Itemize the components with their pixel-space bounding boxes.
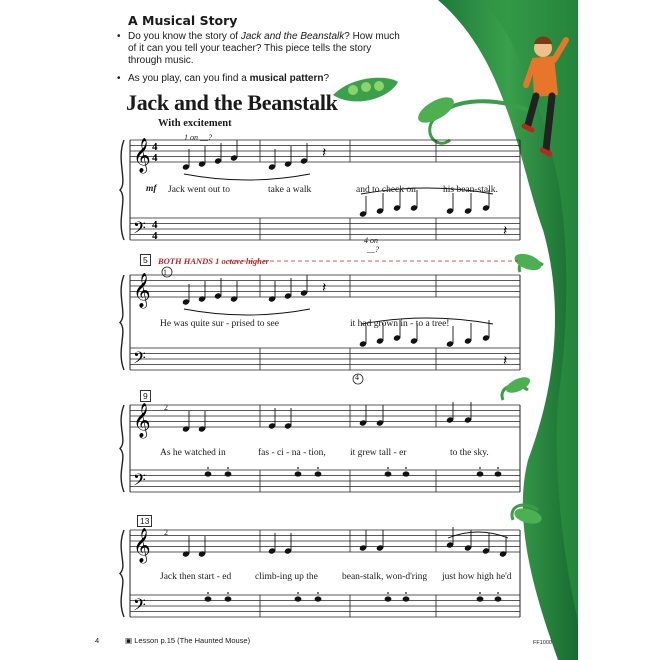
lyric: Jack went out to: [168, 185, 231, 195]
lesson-reference-text: Lesson p.15 (The Haunted Mouse): [134, 636, 251, 645]
lyric: and to check on: [356, 185, 416, 195]
treble-clef: 𝄞: [133, 529, 151, 562]
bullet-text: As you play, can you find a: [128, 72, 250, 84]
note: [205, 471, 212, 476]
measure-number: 9: [140, 390, 151, 402]
quarter-rest: 𝄽: [322, 146, 327, 161]
note: [315, 596, 322, 601]
fingering-label: 1: [163, 268, 167, 277]
note: [295, 471, 302, 476]
quarter-rest: 𝄽: [503, 354, 508, 369]
fingering-label: 2: [164, 528, 168, 537]
treble-clef: 𝄞: [133, 139, 151, 172]
bullet-text: ? How much of it can you tell your teacher? This piece tells the story through music.: [128, 31, 400, 67]
lyric: it had grown in - to a tree!: [350, 319, 450, 329]
catalog-code: FF1000: [533, 640, 552, 646]
note: [403, 471, 410, 476]
note: [477, 596, 484, 601]
staccato-dot: [317, 592, 319, 594]
staccato-dot: [297, 592, 299, 594]
note: [477, 471, 484, 476]
lyric: Jack then start - ed: [160, 572, 232, 582]
staccato-dot: [405, 467, 407, 469]
bass-clef: 𝄢: [133, 219, 146, 242]
treble-clef: 𝄞: [133, 274, 151, 307]
brace: [120, 405, 124, 492]
slur: [184, 309, 310, 315]
lyric: bean-stalk, won-d'ring: [342, 572, 428, 582]
staccato-dot: [479, 592, 481, 594]
book-icon: ▣: [125, 636, 133, 645]
fingering-label: 2: [164, 403, 168, 412]
page-number: 4: [95, 636, 100, 645]
bullet-text-italic: Jack and the Beanstalk: [240, 31, 345, 42]
note: [495, 596, 502, 601]
lesson-reference: [125, 636, 250, 645]
staccato-dot: [479, 467, 481, 469]
piece-title: Jack and the Beanstalk: [126, 90, 338, 115]
note: [315, 471, 322, 476]
staccato-dot: [227, 592, 229, 594]
quarter-rest: 𝄽: [322, 281, 327, 296]
note: [295, 596, 302, 601]
bullet-text: Do you know the story of: [128, 31, 241, 42]
lyric: it grew tall - er: [350, 448, 407, 458]
quarter-rest: 𝄽: [503, 224, 508, 239]
fingering-label: 1 on __?: [184, 133, 212, 142]
note: [385, 471, 392, 476]
bass-clef: 𝄢: [133, 471, 146, 494]
fingering-label: __?: [367, 245, 379, 254]
lyric: climb-ing up the: [255, 572, 318, 582]
time-signature: 4: [152, 230, 158, 242]
brace: [120, 530, 124, 617]
staccato-dot: [227, 467, 229, 469]
fingering-label: 4 on: [364, 236, 378, 245]
fingering-label: 4: [355, 373, 359, 382]
bullet-text: ?: [323, 72, 330, 84]
lyric: to the sky.: [450, 448, 489, 458]
note: [225, 471, 232, 476]
treble-clef: 𝄞: [133, 404, 151, 437]
note: [403, 596, 410, 601]
note: [495, 471, 502, 476]
measure-number: 13: [137, 515, 152, 527]
staccato-dot: [207, 467, 209, 469]
lyric: fas - ci - na - tion,: [258, 448, 326, 458]
time-signature: 4: [152, 152, 158, 164]
staccato-dot: [207, 592, 209, 594]
brace: [120, 275, 124, 370]
octave-instruction: BOTH HANDS 1 octave higher: [158, 256, 269, 266]
staccato-dot: [317, 467, 319, 469]
sheet-music-page: [88, 0, 578, 660]
time-signature: 4: [152, 219, 158, 231]
tempo-marking: With excitement: [158, 118, 232, 129]
staccato-dot: [297, 467, 299, 469]
bass-clef: 𝄢: [133, 596, 146, 619]
note: [385, 596, 392, 601]
dynamic-marking: mf: [146, 184, 157, 194]
bullet-text-bold: musical pattern: [249, 72, 324, 84]
bass-clef: 𝄢: [133, 349, 146, 372]
staccato-dot: [387, 592, 389, 594]
staccato-dot: [387, 467, 389, 469]
music-staves: [88, 0, 578, 660]
lyric: his bean-stalk.: [443, 185, 498, 195]
lyric: take a walk: [268, 185, 312, 195]
slur: [184, 174, 310, 180]
section-title: A Musical Story: [128, 13, 238, 28]
lyric: As he watched in: [160, 448, 226, 458]
staccato-dot: [497, 467, 499, 469]
slur: [448, 532, 508, 538]
staccato-dot: [405, 592, 407, 594]
measure-number: 5: [140, 254, 151, 266]
note: [205, 596, 212, 601]
staccato-dot: [497, 592, 499, 594]
note: [225, 596, 232, 601]
time-signature: 4: [152, 141, 158, 153]
lyric: He was quite sur - prised to see: [160, 319, 279, 329]
brace: [120, 140, 124, 240]
lyric: just how high he'd: [442, 572, 512, 582]
